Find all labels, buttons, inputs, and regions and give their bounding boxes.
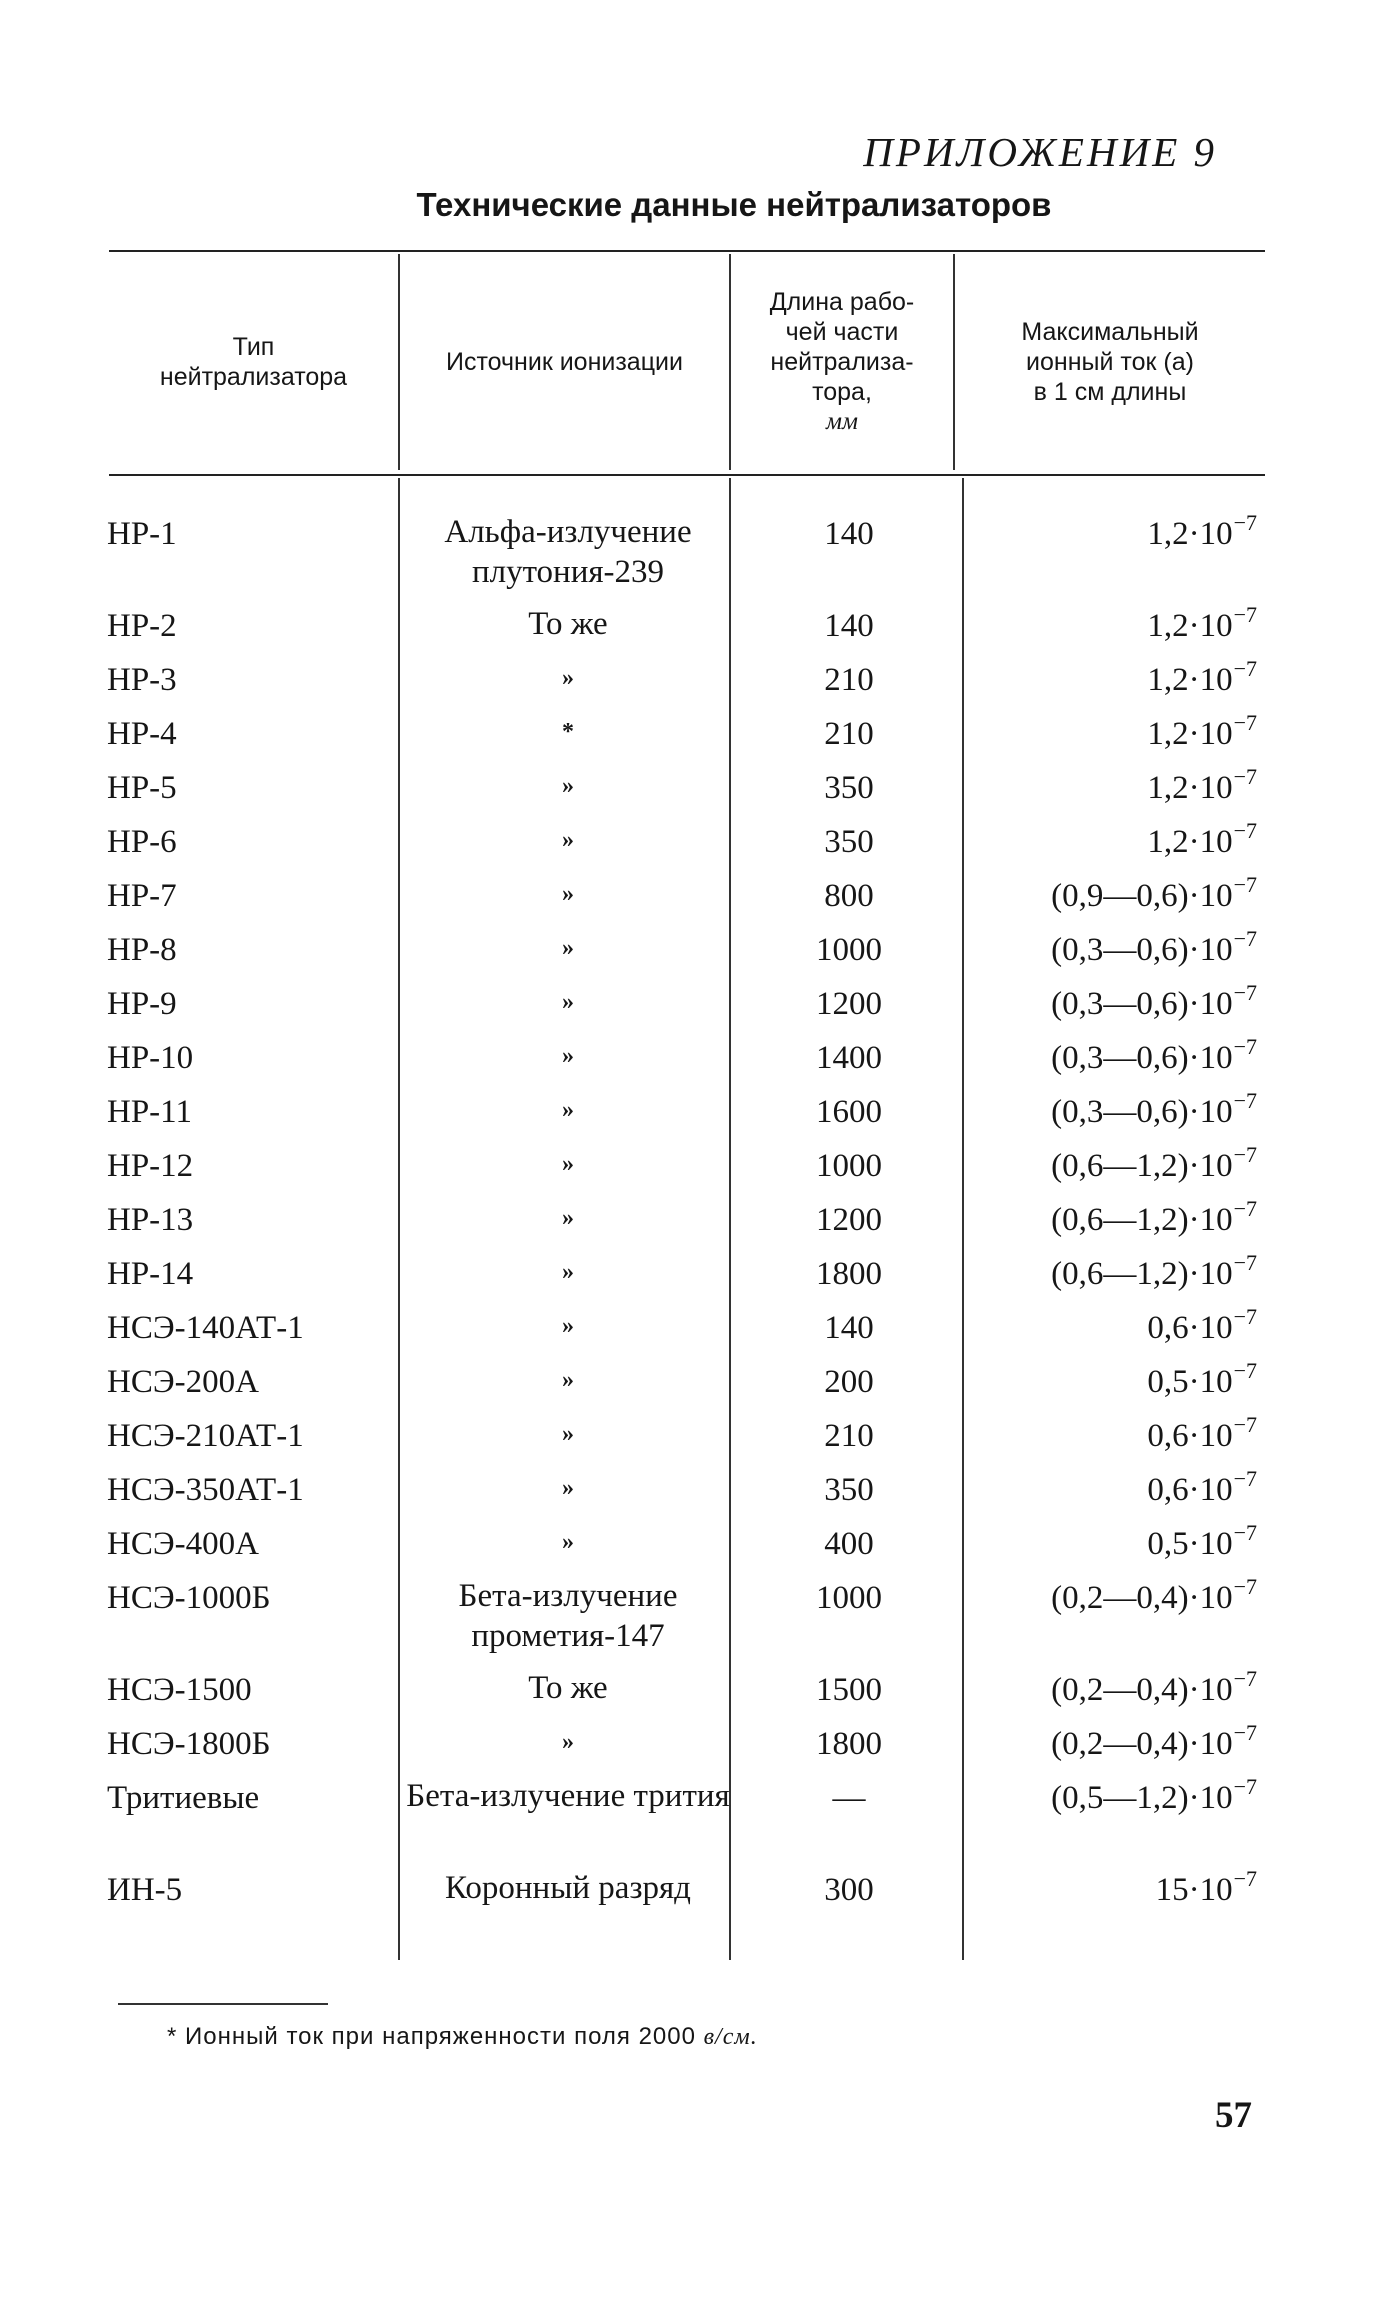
cell-source: » [562, 827, 574, 853]
table-row [0, 928, 1373, 972]
footnote-text: * Ионный ток при напряженности поля 2000 [167, 2023, 696, 2050]
cell-current [1147, 1306, 1257, 1350]
table-row [0, 1468, 1373, 1512]
cell-current [1147, 512, 1257, 556]
table-row [0, 1360, 1373, 1404]
cell-current-exponent: −7 [1233, 764, 1257, 789]
cell-current-exponent: −7 [1233, 872, 1257, 897]
table-row [0, 1090, 1373, 1134]
table-row [0, 982, 1373, 1026]
cell-current [1051, 1036, 1257, 1080]
cell-length: 1800 [816, 1726, 882, 1762]
cell-source: » [562, 881, 574, 907]
table-row [0, 1522, 1373, 1566]
cell-source: » [562, 1475, 574, 1501]
cell-current-value: (0,6—1,2)·10 [1051, 1148, 1233, 1184]
cell-length: 1000 [816, 932, 882, 968]
cell-type: НСЭ-200А [107, 1364, 259, 1400]
cell-current-value: 15·10 [1155, 1872, 1233, 1908]
cell-current-exponent: −7 [1233, 656, 1257, 681]
cell-length: 1600 [816, 1094, 882, 1130]
cell-current-value: (0,9—0,6)·10 [1051, 878, 1233, 914]
cell-length: 800 [824, 878, 874, 914]
cell-current-value: 1,2·10 [1147, 770, 1233, 806]
cell-type: НР-12 [107, 1148, 194, 1184]
cell-source: Альфа-излучение плутония-239 [444, 514, 692, 590]
cell-source: » [562, 1043, 574, 1069]
cell-current [1051, 982, 1257, 1026]
cell-current-exponent: −7 [1233, 1866, 1257, 1891]
footnote-rule [118, 2003, 328, 2005]
cell-type: НР-4 [107, 716, 177, 752]
cell-current [1147, 1468, 1257, 1512]
cell-source: » [562, 989, 574, 1015]
cell-source: Коронный разряд [445, 1870, 691, 1906]
cell-source: » [562, 1421, 574, 1447]
cell-current-value: (0,5—1,2)·10 [1051, 1780, 1233, 1816]
cell-source: * [562, 719, 574, 745]
cell-length: 210 [824, 662, 874, 698]
cell-current [1051, 1144, 1257, 1188]
cell-current-value: (0,3—0,6)·10 [1051, 986, 1233, 1022]
cell-type: НР-10 [107, 1040, 194, 1076]
cell-type: НСЭ-210АТ-1 [107, 1418, 304, 1454]
cell-current [1051, 1198, 1257, 1242]
table-row [0, 1776, 1373, 1864]
table-row [0, 512, 1373, 600]
cell-source: » [562, 1151, 574, 1177]
cell-current [1051, 874, 1257, 918]
cell-current-value: (0,2—0,4)·10 [1051, 1672, 1233, 1708]
cell-current [1051, 1252, 1257, 1296]
cell-current [1156, 1868, 1257, 1912]
header-type-text: Тип нейтрализатора [159, 333, 348, 391]
page-number: 57 [1215, 2095, 1252, 2136]
table-row [0, 1722, 1373, 1766]
cell-current [1147, 1522, 1257, 1566]
cell-current [1147, 658, 1257, 702]
cell-source: » [562, 1259, 574, 1285]
table-row [0, 1306, 1373, 1350]
cell-current [1147, 1414, 1257, 1458]
cell-length: 300 [824, 1872, 874, 1908]
cell-current [1051, 1090, 1257, 1134]
cell-type: НСЭ-1500 [107, 1672, 252, 1708]
cell-length: 350 [824, 770, 874, 806]
cell-length: 140 [824, 1310, 874, 1346]
cell-length: 200 [824, 1364, 874, 1400]
cell-current [1147, 604, 1257, 648]
cell-current-exponent: −7 [1233, 710, 1257, 735]
cell-type: НР-5 [107, 770, 177, 806]
table-row [0, 658, 1373, 702]
cell-length: 1000 [816, 1580, 882, 1616]
cell-source: » [562, 665, 574, 691]
cell-length: 210 [824, 716, 874, 752]
cell-current [1051, 1722, 1257, 1766]
cell-type: НСЭ-350АТ-1 [107, 1472, 304, 1508]
cell-type: НСЭ-1800Б [107, 1726, 271, 1762]
cell-current-exponent: −7 [1233, 510, 1257, 535]
cell-current-exponent: −7 [1233, 1304, 1257, 1329]
cell-length: 1800 [816, 1256, 882, 1292]
cell-source: » [562, 1729, 574, 1755]
cell-source: » [562, 773, 574, 799]
cell-type: НР-2 [107, 608, 177, 644]
cell-current [1147, 820, 1257, 864]
cell-source: » [562, 1313, 574, 1339]
cell-type: НР-11 [107, 1094, 192, 1130]
cell-current-exponent: −7 [1233, 1142, 1257, 1167]
cell-current-exponent: −7 [1233, 926, 1257, 951]
table-row [0, 1198, 1373, 1242]
header-length-text: Длина рабо- чей части нейтрализа- тора, [769, 288, 915, 406]
table-row [0, 1868, 1373, 1912]
cell-type: НР-1 [107, 516, 177, 552]
cell-current-exponent: −7 [1233, 1358, 1257, 1383]
cell-current-exponent: −7 [1233, 818, 1257, 843]
table-row [0, 874, 1373, 918]
cell-length: — [832, 1780, 866, 1816]
cell-current-value: 0,6·10 [1147, 1310, 1233, 1346]
cell-current-value: (0,3—0,6)·10 [1051, 1040, 1233, 1076]
cell-length: 1000 [816, 1148, 882, 1184]
header-source-text: Источник ионизации [446, 348, 683, 376]
cell-length: 210 [824, 1418, 874, 1454]
table-row [0, 712, 1373, 756]
cell-type: НСЭ-1000Б [107, 1580, 271, 1616]
cell-source: » [562, 1097, 574, 1123]
cell-current-exponent: −7 [1233, 1520, 1257, 1545]
cell-length: 350 [824, 824, 874, 860]
page-title: Технические данные нейтрализаторов [416, 186, 1052, 223]
footnote-unit: в/см. [703, 2024, 758, 2050]
cell-current-value: 1,2·10 [1147, 662, 1233, 698]
cell-current-exponent: −7 [1233, 1720, 1257, 1745]
cell-length: 1400 [816, 1040, 882, 1076]
cell-type: НР-14 [107, 1256, 194, 1292]
cell-length: 140 [824, 608, 874, 644]
cell-type: ИН-5 [107, 1872, 183, 1908]
cell-current-value: 1,2·10 [1147, 516, 1233, 552]
cell-type: НР-6 [107, 824, 177, 860]
cell-source: Бета-излучение трития [406, 1778, 730, 1814]
cell-source: То же [528, 1670, 608, 1706]
table-row [0, 1576, 1373, 1664]
cell-current-value: (0,2—0,4)·10 [1051, 1580, 1233, 1616]
cell-type: НСЭ-140АТ-1 [107, 1310, 304, 1346]
cell-type: НР-9 [107, 986, 177, 1022]
cell-type: НР-8 [107, 932, 177, 968]
header-current-text: Максимальный ионный ток (a) в 1 см длины [1021, 318, 1199, 406]
cell-source: » [562, 1205, 574, 1231]
cell-current [1051, 1576, 1257, 1620]
cell-current-exponent: −7 [1233, 1250, 1257, 1275]
cell-type: НР-13 [107, 1202, 194, 1238]
cell-current-exponent: −7 [1233, 1034, 1257, 1059]
cell-current-exponent: −7 [1233, 1196, 1257, 1221]
table-row [0, 820, 1373, 864]
cell-length: 1200 [816, 1202, 882, 1238]
cell-current-exponent: −7 [1233, 1088, 1257, 1113]
table-row [0, 1668, 1373, 1712]
cell-type: НР-3 [107, 662, 177, 698]
cell-current-value: 0,6·10 [1147, 1472, 1233, 1508]
cell-current-value: 1,2·10 [1147, 716, 1233, 752]
cell-type: НСЭ-400А [107, 1526, 259, 1562]
cell-source: То же [528, 606, 608, 642]
cell-current [1051, 928, 1257, 972]
cell-current-exponent: −7 [1233, 1666, 1257, 1691]
table-row [0, 1252, 1373, 1296]
cell-length: 400 [824, 1526, 874, 1562]
cell-current-value: (0,3—0,6)·10 [1051, 1094, 1233, 1130]
cell-current-exponent: −7 [1233, 1774, 1257, 1799]
cell-length: 1500 [816, 1672, 882, 1708]
table-row [0, 1036, 1373, 1080]
table-row [0, 766, 1373, 810]
cell-type: Тритиевые [107, 1780, 260, 1816]
footnote [167, 2023, 758, 2051]
cell-current-value: 0,5·10 [1147, 1364, 1233, 1400]
cell-current-value: 1,2·10 [1147, 608, 1233, 644]
cell-current-value: (0,3—0,6)·10 [1051, 932, 1233, 968]
cell-source: » [562, 1529, 574, 1555]
cell-current-exponent: −7 [1233, 1466, 1257, 1491]
appendix-label: ПРИЛОЖЕНИЕ 9 [863, 129, 1217, 175]
cell-current-exponent: −7 [1233, 1412, 1257, 1437]
cell-current [1147, 712, 1257, 756]
cell-current-value: 1,2·10 [1147, 824, 1233, 860]
header-length-unit: мм [826, 408, 858, 435]
cell-current [1051, 1668, 1257, 1712]
cell-current-exponent: −7 [1233, 980, 1257, 1005]
table-row [0, 1414, 1373, 1458]
cell-current-value: (0,2—0,4)·10 [1051, 1726, 1233, 1762]
cell-type: НР-7 [107, 878, 177, 914]
cell-current-value: (0,6—1,2)·10 [1051, 1202, 1233, 1238]
cell-length: 1200 [816, 986, 882, 1022]
cell-current [1147, 766, 1257, 810]
cell-current-exponent: −7 [1233, 602, 1257, 627]
cell-current [1147, 1360, 1257, 1404]
cell-length: 350 [824, 1472, 874, 1508]
cell-current [1051, 1776, 1257, 1820]
cell-current-exponent: −7 [1233, 1574, 1257, 1599]
table-row [0, 1144, 1373, 1188]
cell-source: » [562, 935, 574, 961]
cell-length: 140 [824, 516, 874, 552]
cell-source: Бета-излучение прометия-147 [458, 1578, 678, 1654]
table-row [0, 604, 1373, 648]
cell-source: » [562, 1367, 574, 1393]
cell-current-value: 0,6·10 [1147, 1418, 1233, 1454]
cell-current-value: 0,5·10 [1147, 1526, 1233, 1562]
cell-current-value: (0,6—1,2)·10 [1051, 1256, 1233, 1292]
